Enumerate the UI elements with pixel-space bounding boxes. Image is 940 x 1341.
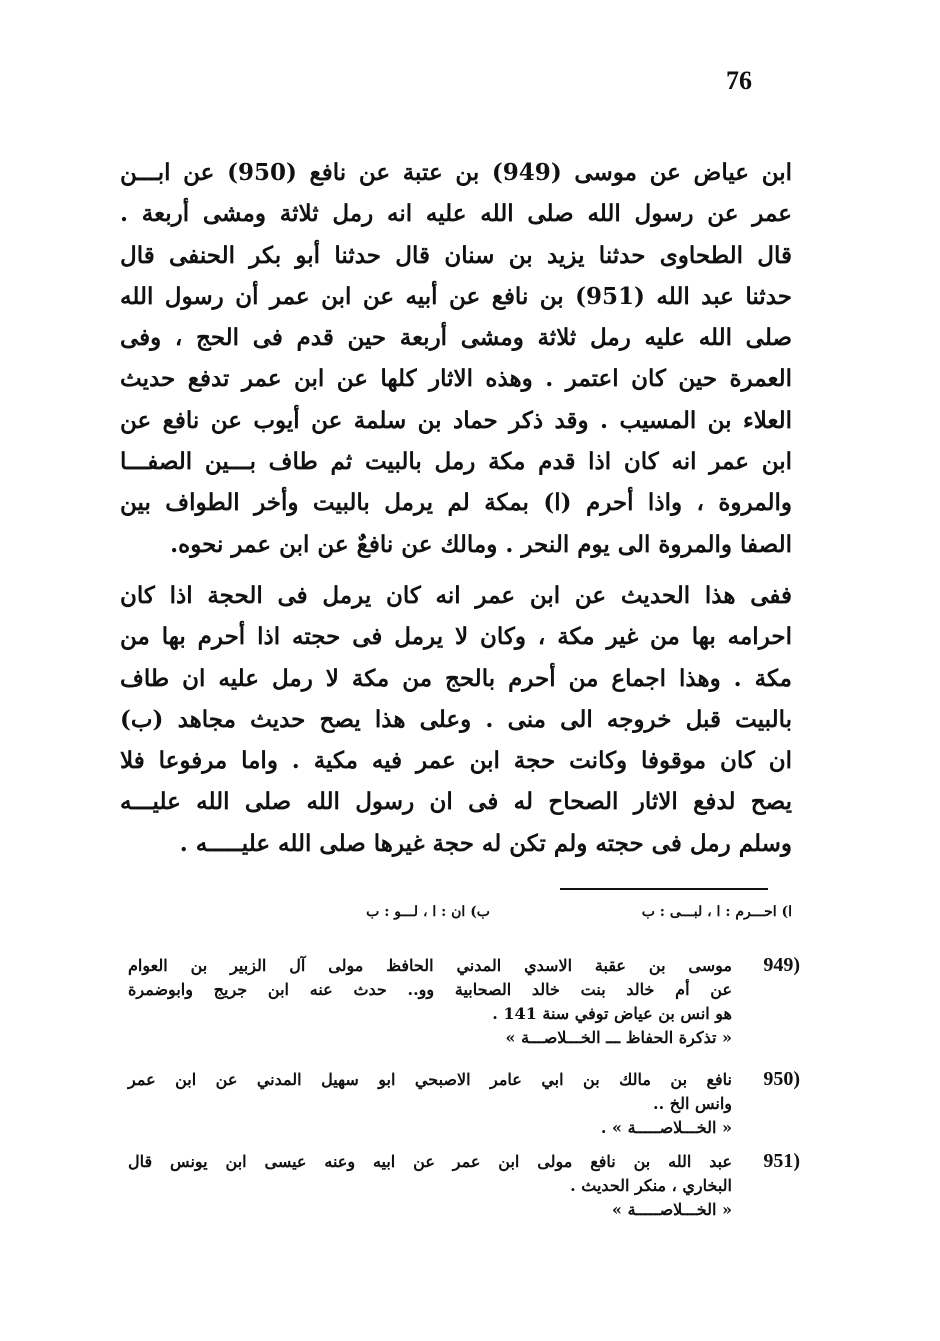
- paragraph-2: [120, 575, 792, 864]
- text-line: حدثنا عبد الله (951) بن نافع عن أبيه عن ابن عمر أن رسول الله: [120, 282, 792, 310]
- text-line: ابن عمر انه كان اذا قدم مكة رمل بالبيت ثم طاف بـــين الصفـــا: [120, 448, 792, 476]
- text-line: ففى هذا الحديث عن ابن عمر انه كان يرمل فى الحجة اذا كان: [120, 581, 792, 609]
- footnote-line: نافع بن مالك بن ابي عامر الاصبحي ابو سهيل المدني عن ابن عمر: [128, 1070, 732, 1089]
- text-line: والمروة ، واذا أحرم (ا) بمكة لم يرمل بالبيت وأخر الطواف بين: [120, 489, 792, 517]
- text-line: يصح لدفع الاثار الصحاح له فى ان رسول الله صلى الله عليـــه: [120, 788, 792, 816]
- footnote-line: هو انس بن عياض توفي سنة 141 .: [492, 1004, 732, 1023]
- apparatus-note-b: ب) ان : ا ، لـــو : ب: [366, 904, 490, 920]
- footnote-line: موسى بن عقبة الاسدي المدني الحافظ مولى آل الزبير بن العوام: [128, 956, 732, 975]
- page-number: 76: [726, 66, 752, 95]
- text-line: بالبيت قبل خروجه الى منى . وعلى هذا يصح حديث مجاهد (ب): [120, 705, 792, 733]
- text-line: مكة . وهذا اجماع من أحرم بالحج من مكة لا رمل عليه ان طاف: [120, 664, 792, 692]
- footnote-line: البخاري ، منكر الحديث .: [570, 1176, 732, 1195]
- text-line: الصفا والمروة الى يوم النحر . ومالك عن نافعٌ عن ابن عمر نحوه.: [170, 530, 792, 558]
- footnote-line: وانس الخ ..: [653, 1094, 732, 1113]
- text-line: صلى الله عليه رمل ثلاثة ومشى أربعة حين قدم فى الحج ، وفى: [120, 324, 792, 352]
- text-line: ان كان موقوفا وكانت حجة ابن عمر فيه مكية . واما مرفوعا فلا: [120, 747, 792, 775]
- footnote-number: 949): [763, 954, 800, 976]
- footnote-949: [128, 954, 800, 1050]
- apparatus-note-a: ا) احـــرم : ا ، لبـــى : ب: [641, 904, 792, 920]
- text-line: ابن عياض عن موسى (949) بن عتبة عن نافع (950) عن ابـــن: [120, 159, 792, 186]
- footnote-number: 950): [763, 1068, 800, 1090]
- footnote-divider: [560, 888, 768, 890]
- text-line: العمرة حين كان اعتمر . وهذه الاثار كلها عن ابن عمر تدفع حديث: [120, 365, 792, 393]
- footnote-line: عبد الله بن نافع مولى ابن عمر عن ابيه وعنه عيسى ابن يونس قال: [128, 1152, 732, 1171]
- text-line: عمر عن رسول الله صلى الله عليه انه رمل ثلاثة ومشى أربعة .: [120, 200, 792, 228]
- main-text: [120, 152, 792, 864]
- footnote-951: [128, 1150, 800, 1222]
- text-line: قال الطحاوى حدثنا يزيد بن سنان قال حدثنا أبو بكر الحنفى قال: [120, 241, 792, 269]
- footnote-line: « الخـــلاصـــــة » .: [600, 1118, 732, 1137]
- text-line: العلاء بن المسيب . وقد ذكر حماد بن سلمة عن أيوب عن نافع عن: [120, 406, 792, 434]
- paragraph-1: [120, 152, 792, 565]
- footnote-line: « الخـــلاصـــــة »: [612, 1200, 732, 1219]
- footnote-number: 951): [763, 1150, 800, 1172]
- text-line: وسلم رمل فى حجته ولم تكن له حجة غيرها صلى الله عليـــــه .: [179, 829, 792, 857]
- text-line: احرامه بها من غير مكة ، وكان لا يرمل فى حجته اذا أحرم بها من: [120, 623, 792, 651]
- footnote-line: « تذكرة الحفاظ ـــ الخـــلاصـــة »: [505, 1028, 732, 1047]
- footnote-line: عن أم خالد بنت خالد الصحابية وو.. حدث عنه ابن جريج وابوضمرة: [128, 980, 732, 999]
- footnote-950: [128, 1068, 800, 1140]
